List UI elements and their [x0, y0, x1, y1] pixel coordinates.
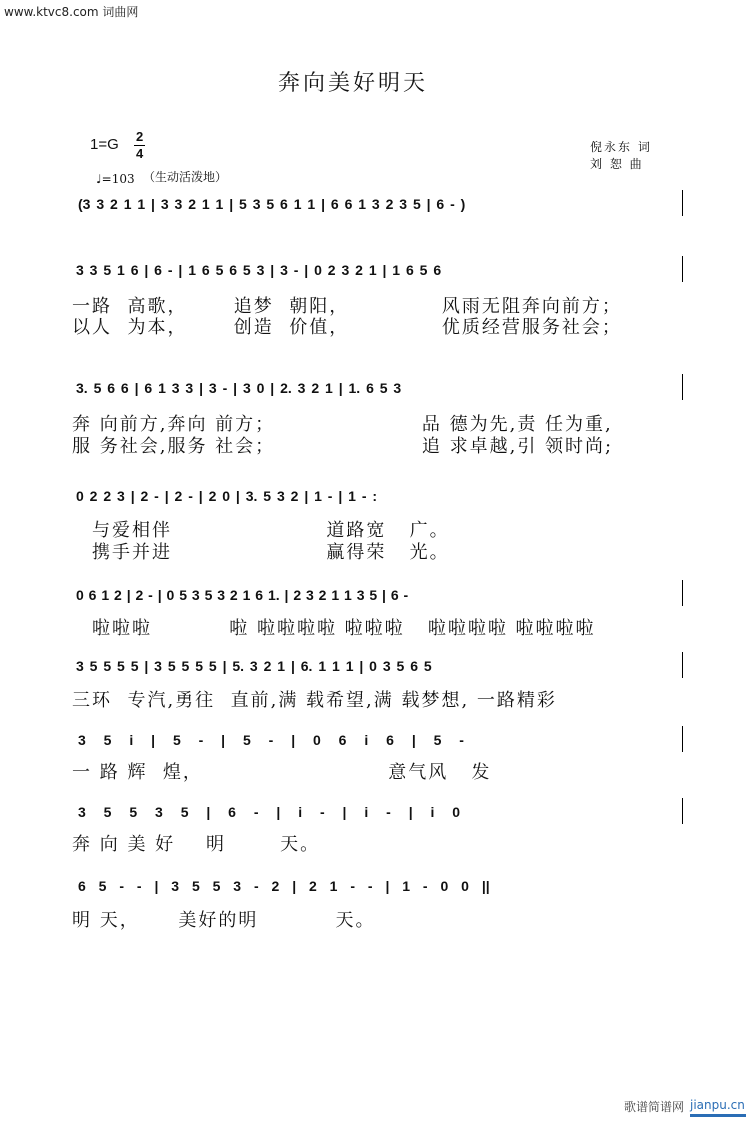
time-signature-bottom: 4	[136, 146, 144, 161]
barline	[682, 652, 683, 678]
notes-row-2: 3 3 5 1 6 | 6 - | 1 6 5 6 5 3 | 3 - | 0 2 3 2 1 | 1 6 5 6	[76, 262, 442, 278]
lyric-row-8: 奔 向 美 好 明 天。	[72, 834, 321, 855]
time-signature-top: 2	[136, 129, 144, 144]
barline	[682, 256, 683, 282]
lyric-row-5: 啦啦啦 啦 啦啦啦啦 啦啦啦 啦啦啦啦 啦啦啦啦	[92, 618, 596, 639]
notes-row-7: 3 5 i | 5 - | 5 - | 0 6 i 6 | 5 -	[78, 732, 464, 748]
lyric-row-4-verse-2: 携手并进 赢得荣 光。	[92, 542, 450, 563]
notes-row-3: 3. 5 6 6 | 6 1 3 3 | 3 - | 3 0 | 2. 3 2 1 | 1. 6 5 3	[76, 380, 402, 396]
notes-row-5: 0 6 1 2 | 2 - | 0 5 3 5 3 2 1 6 1. | 2 3 2 1 1 3 5 | 6 -	[76, 587, 409, 603]
key-label: 1=G	[90, 136, 119, 153]
lyric-row-3-verse-1: 奔 向前方,奔向 前方； 品 德为先,责 任为重,	[72, 414, 613, 435]
footer-logo-bar	[690, 1114, 746, 1117]
lyric-row-7: 一 路 辉 煌， 意气风 发	[72, 762, 492, 783]
lyricist-credit: 倪永东 词	[590, 140, 652, 154]
lyric-row-9: 明 天， 美好的明 天。	[72, 910, 376, 931]
notes-row-1: (3 3 2 1 1 | 3 3 2 1 1 | 5 3 5 6 1 1 | 6 6 1 3 2 3 5 | 6 - )	[78, 196, 466, 212]
lyric-row-2-verse-2: 以人 为本， 创造 价值， 优质经营服务社会；	[72, 317, 622, 338]
notes-row-8: 3 5 5 3 5 | 6 - | i - | i - | i 0	[78, 804, 461, 820]
lyric-row-2-verse-1: 一路 高歌， 追梦 朝阳， 风雨无阻奔向前方；	[72, 296, 622, 317]
lyric-row-6: 三环 专汽,勇往 直前,满 载希望,满 载梦想, 一路精彩	[72, 690, 557, 711]
lyric-row-3-verse-2: 服 务社会,服务 社会； 追 求卓越,引 领时尚;	[72, 436, 614, 457]
barline	[682, 374, 683, 400]
barline	[682, 726, 683, 752]
barline	[682, 798, 683, 824]
barline	[682, 580, 683, 606]
composer-credit: 刘 恕 曲	[590, 157, 644, 171]
page-title: 奔向美好明天	[278, 71, 429, 96]
barline	[682, 190, 683, 216]
watermark-top: www.ktvc8.com 词曲网	[4, 5, 139, 19]
notes-row-9: 6 5 - - | 3 5 5 3 - 2 | 2 1 - - | 1 - 0 0 ||	[78, 878, 490, 894]
footer-brand-domain: jianpu.cn	[690, 1098, 745, 1112]
expression-marking: （生动活泼地）	[143, 170, 228, 184]
tempo-marking: ♩=103	[96, 172, 135, 186]
lyric-row-4-verse-1: 与爱相伴 道路宽 广。	[92, 520, 450, 541]
notes-row-6: 3 5 5 5 5 | 3 5 5 5 5 | 5. 3 2 1 | 6. 1 1 1 | 0 3 5 6 5	[76, 658, 432, 674]
notes-row-4: 0 2 2 3 | 2 - | 2 - | 2 0 | 3. 5 3 2 | 1 - | 1 - :	[76, 488, 378, 504]
footer-brand-name: 歌谱简谱网	[624, 1100, 685, 1114]
